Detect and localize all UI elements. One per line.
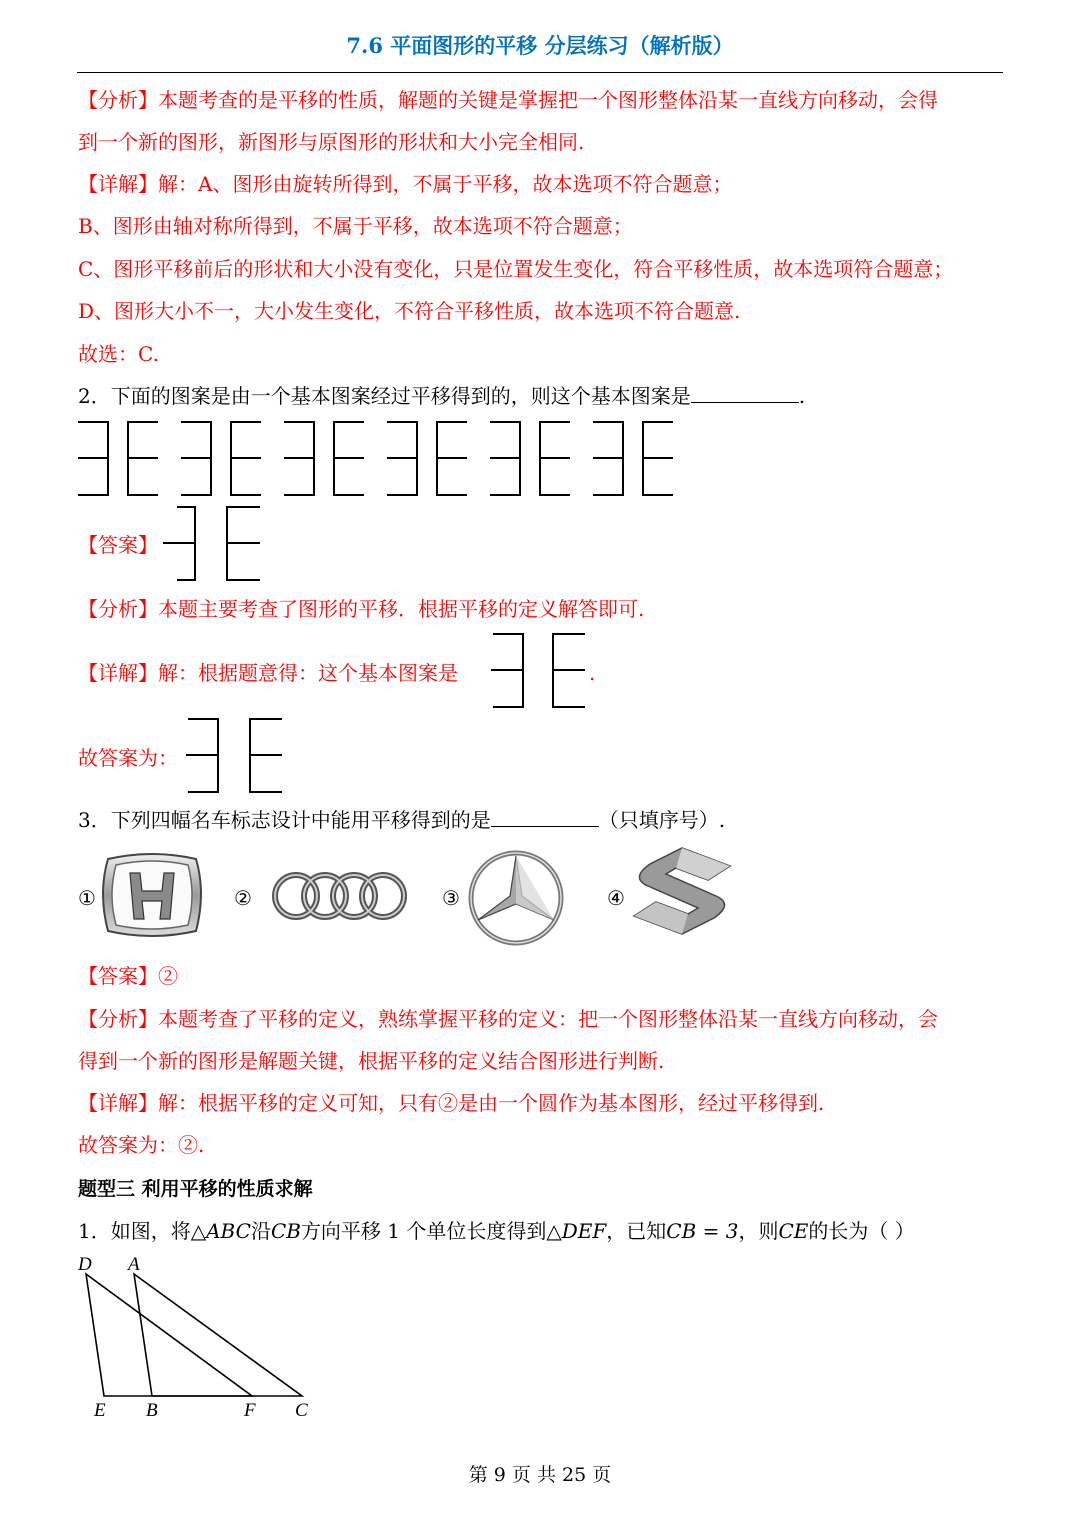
s3-q1-part-a: 1．如图，将△	[78, 1219, 207, 1243]
audi-logo	[270, 870, 410, 922]
q2-final: 故答案为：	[78, 746, 178, 770]
s3-q1-eq: CB = 3	[666, 1219, 739, 1243]
q2-pattern-figure	[78, 420, 678, 498]
pattern-unit-2	[181, 422, 261, 495]
q2-stem-end: .	[798, 384, 806, 408]
q1-analysis-cont: 到一个新的图形，新图形与原图形的形状和大小完全相同.	[78, 130, 585, 154]
q3-analysis-cont: 得到一个新的图形是解题关键，根据平移的定义结合图形进行判断.	[78, 1049, 665, 1073]
q3-analysis: 【分析】本题考查了平移的定义，熟练掌握平移的定义：把一个图形整体沿某一直线方向移动，会	[78, 1007, 938, 1031]
q2-detail-end: .	[589, 661, 596, 685]
logo-label-3: ③	[442, 886, 460, 910]
s3-q1-cb: CB	[270, 1219, 301, 1243]
q3-final: 故答案为：②.	[78, 1133, 205, 1157]
logo-label-2: ②	[234, 886, 252, 910]
q2-detail-figure	[491, 632, 591, 710]
pattern-unit-1	[78, 422, 158, 495]
q2-stem	[78, 382, 805, 410]
q2-final-figure	[186, 717, 286, 795]
q3-detail: 【详解】解：根据平移的定义可知，只有②是由一个圆作为基本图形，经过平移得到.	[78, 1091, 825, 1115]
q3-answer: 【答案】②	[78, 964, 178, 988]
s3-q1-part-e: ，则	[738, 1219, 779, 1243]
q2-answer-label: 【答案】	[78, 533, 158, 557]
page-number: 第 9 页 共 25 页	[468, 1464, 612, 1486]
s3-q1-part-b: 沿	[250, 1219, 271, 1243]
q1-detail-d: D、图形大小不一，大小发生变化，不符合平移性质，故本选项不符合题意.	[78, 299, 741, 323]
s3-q1-part-f: 的长为（ ）	[808, 1219, 915, 1243]
pattern-unit-4	[387, 422, 467, 495]
q1-detail-b: B、图形由轴对称所得到，不属于平移，故本选项不符合题意；	[78, 214, 633, 238]
section-heading: 题型三 利用平移的性质求解	[78, 1178, 313, 1200]
s3-q1-part-d: ，已知	[606, 1219, 667, 1243]
mercedes-logo	[468, 850, 564, 946]
suzuki-logo	[630, 846, 734, 936]
s3-q1-abc: ABC	[206, 1219, 251, 1243]
q3-answer-blank	[491, 806, 599, 827]
pattern-unit-6	[593, 422, 673, 495]
s3-q1-stem	[78, 1217, 915, 1245]
q1-detail-c: C、图形平移前后的形状和大小没有变化，只是位置发生变化，符合平移性质，故本选项符合题意；	[78, 257, 954, 281]
q1-choice: 故选：C.	[78, 342, 159, 366]
label-e: E	[94, 1400, 106, 1421]
q3-stem	[78, 806, 725, 834]
honda-logo	[100, 853, 204, 937]
triangle-def	[86, 1274, 252, 1396]
q2-answer-figure	[163, 505, 263, 583]
s3-q1-def: DEF	[561, 1219, 607, 1243]
logo-label-4: ④	[607, 886, 625, 910]
q1-detail-a: 【详解】解：A、图形由旋转所得到，不属于平移，故本选项不符合题意；	[78, 172, 733, 196]
q2-detail: 【详解】解：根据题意得：这个基本图案是	[78, 661, 458, 685]
q3-stem-text: 3．下列四幅名车标志设计中能用平移得到的是	[78, 808, 491, 832]
s3-q1-part-c: 方向平移 1 个单位长度得到△	[300, 1219, 562, 1243]
label-b: B	[146, 1400, 158, 1421]
label-d: D	[78, 1254, 92, 1275]
q2-analysis: 【分析】本题主要考查了图形的平移．根据平移的定义解答即可.	[78, 597, 645, 621]
label-f: F	[244, 1400, 256, 1421]
label-a: A	[128, 1254, 140, 1275]
pattern-unit-3	[284, 422, 364, 495]
q3-stem-end: （只填序号）.	[598, 808, 726, 832]
page-title: 7.6 平面图形的平移 分层练习（解析版）	[346, 33, 734, 58]
logo-label-1: ①	[78, 886, 96, 910]
pattern-unit-5	[490, 422, 570, 495]
label-c: C	[295, 1400, 308, 1421]
header-divider	[77, 72, 1003, 73]
q2-answer-blank	[691, 382, 799, 403]
q1-analysis: 【分析】本题考查的是平移的性质，解题的关键是掌握把一个图形整体沿某一直线方向移动，会得	[78, 88, 938, 112]
q2-stem-text: 2．下面的图案是由一个基本图案经过平移得到的，则这个基本图案是	[78, 384, 691, 408]
triangle-figure	[70, 1250, 330, 1420]
s3-q1-ce: CE	[778, 1219, 809, 1243]
triangle-abc	[134, 1274, 302, 1396]
